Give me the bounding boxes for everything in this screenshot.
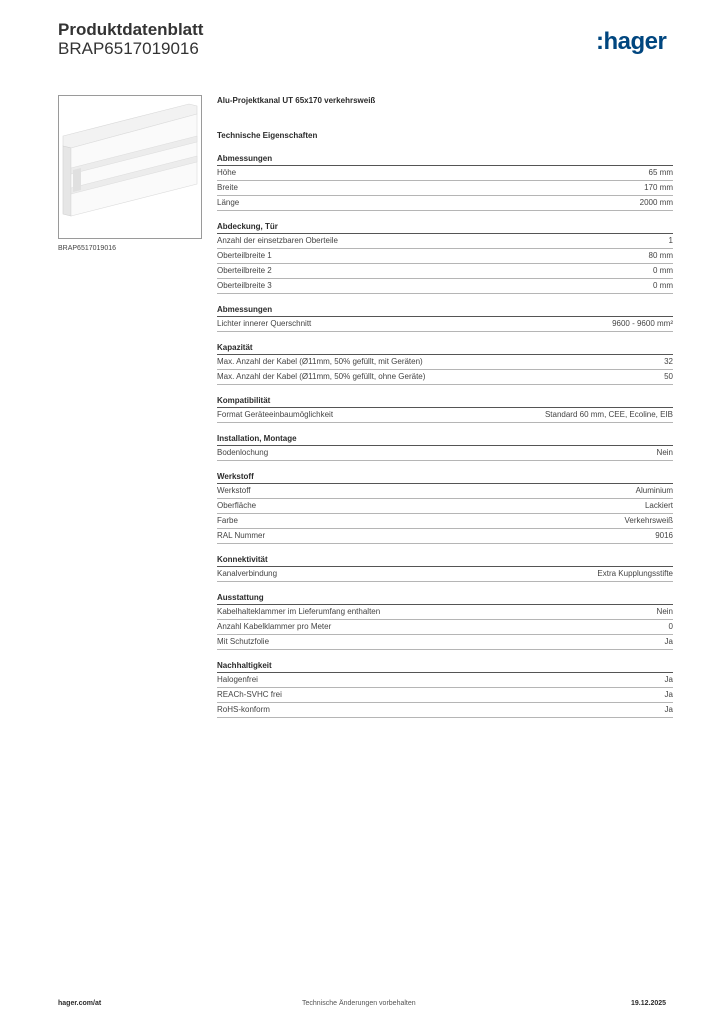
spec-value: Ja <box>664 690 673 699</box>
spec-row <box>217 514 673 529</box>
spec-row <box>217 166 673 181</box>
spec-row <box>217 620 673 635</box>
spec-row <box>217 605 673 620</box>
spec-label: RoHS-konform <box>217 705 270 714</box>
footer-website[interactable]: hager.com/at <box>58 1000 102 1007</box>
spec-value: Ja <box>664 705 673 714</box>
spec-row <box>217 234 673 249</box>
spec-label: Mit Schutzfolie <box>217 637 270 646</box>
spec-section <box>217 434 673 461</box>
spec-value: 0 <box>668 622 673 631</box>
spec-value: Nein <box>656 607 673 616</box>
spec-value: 50 <box>664 372 673 381</box>
spec-label: Oberteilbreite 1 <box>217 251 272 260</box>
spec-value: Ja <box>664 637 673 646</box>
spec-row <box>217 688 673 703</box>
spec-row <box>217 408 673 423</box>
spec-label: Oberteilbreite 3 <box>217 281 272 290</box>
section-title: Kapazität <box>217 343 673 355</box>
spec-value: 80 mm <box>648 251 673 260</box>
section-title: Kompatibilität <box>217 396 673 408</box>
spec-row <box>217 317 673 332</box>
spec-section <box>217 661 673 718</box>
section-title: Abdeckung, Tür <box>217 222 673 234</box>
section-title: Abmessungen <box>217 305 673 317</box>
spec-value: 170 mm <box>644 183 673 192</box>
spec-value: Standard 60 mm, CEE, Ecoline, EIB <box>544 410 673 419</box>
spec-label: REACh-SVHC frei <box>217 690 282 699</box>
section-title: Ausstattung <box>217 593 673 605</box>
spec-label: Max. Anzahl der Kabel (Ø11mm, 50% gefüllt, ohne Geräte) <box>217 372 426 381</box>
spec-value: Nein <box>656 448 673 457</box>
spec-label: Anzahl der einsetzbaren Oberteile <box>217 236 338 245</box>
spec-row <box>217 484 673 499</box>
spec-label: RAL Nummer <box>217 531 266 540</box>
spec-row <box>217 567 673 582</box>
section-title: Nachhaltigkeit <box>217 661 673 673</box>
spec-label: Kanalverbindung <box>217 569 278 578</box>
spec-label: Höhe <box>217 168 237 177</box>
spec-value: 32 <box>664 357 673 366</box>
section-title: Installation, Montage <box>217 434 673 446</box>
spec-value: Ja <box>664 675 673 684</box>
spec-value: Aluminium <box>635 486 673 495</box>
spec-value: 65 mm <box>648 168 673 177</box>
spec-row <box>217 196 673 211</box>
spec-section <box>217 343 673 385</box>
spec-row <box>217 673 673 688</box>
spec-label: Halogenfrei <box>217 675 258 684</box>
spec-section <box>217 593 673 650</box>
spec-label: Kabelhalteklammer im Lieferumfang enthalten <box>217 607 381 616</box>
section-title: Konnektivität <box>217 555 673 567</box>
spec-label: Bodenlochung <box>217 448 269 457</box>
spec-value: Extra Kupplungsstifte <box>597 569 673 578</box>
spec-label: Länge <box>217 198 240 207</box>
spec-label: Format Geräteeinbaumöglichkeit <box>217 410 334 419</box>
spec-value: 1 <box>668 236 673 245</box>
spec-row <box>217 355 673 370</box>
footer-date: 19.12.2025 <box>631 1000 667 1007</box>
spec-row <box>217 446 673 461</box>
spec-row <box>217 635 673 650</box>
spec-section <box>217 154 673 211</box>
spec-value: 9600 - 9600 mm² <box>612 319 673 328</box>
spec-label: Lichter innerer Querschnitt <box>217 319 312 328</box>
page-title: Produktdatenblatt <box>58 20 204 39</box>
spec-value: 2000 mm <box>639 198 673 207</box>
hager-logo: :hager <box>596 28 667 55</box>
spec-label: Anzahl Kabelklammer pro Meter <box>217 622 332 631</box>
spec-section <box>217 305 673 332</box>
spec-value: 9016 <box>655 531 673 540</box>
spec-row <box>217 370 673 385</box>
spec-label: Oberfläche <box>217 501 257 510</box>
tech-properties-title: Technische Eigenschaften <box>217 131 318 140</box>
spec-section <box>217 472 673 544</box>
spec-label: Oberteilbreite 2 <box>217 266 272 275</box>
spec-section <box>217 222 673 294</box>
cable-channel-icon <box>59 96 201 238</box>
spec-section <box>217 396 673 423</box>
product-image <box>58 95 202 239</box>
spec-row <box>217 264 673 279</box>
image-caption: BRAP6517019016 <box>58 245 116 252</box>
spec-label: Breite <box>217 183 238 192</box>
spec-label: Farbe <box>217 516 238 525</box>
spec-value: Verkehrsweiß <box>624 516 673 525</box>
section-title: Werkstoff <box>217 472 673 484</box>
spec-label: Werkstoff <box>217 486 251 495</box>
spec-row <box>217 529 673 544</box>
spec-row <box>217 279 673 294</box>
spec-label: Max. Anzahl der Kabel (Ø11mm, 50% gefüllt, mit Geräten) <box>217 357 423 366</box>
spec-row <box>217 499 673 514</box>
spec-row <box>217 249 673 264</box>
product-name: Alu-Projektkanal UT 65x170 verkehrsweiß <box>217 96 376 105</box>
spec-section <box>217 555 673 582</box>
article-number: BRAP6517019016 <box>58 39 199 58</box>
section-title: Abmessungen <box>217 154 673 166</box>
spec-value: 0 mm <box>653 281 673 290</box>
spec-row <box>217 181 673 196</box>
footer-notice: Technische Änderungen vorbehalten <box>302 1000 416 1007</box>
spec-value: 0 mm <box>653 266 673 275</box>
spec-table <box>217 96 673 729</box>
spec-row <box>217 703 673 718</box>
spec-value: Lackiert <box>644 501 673 510</box>
